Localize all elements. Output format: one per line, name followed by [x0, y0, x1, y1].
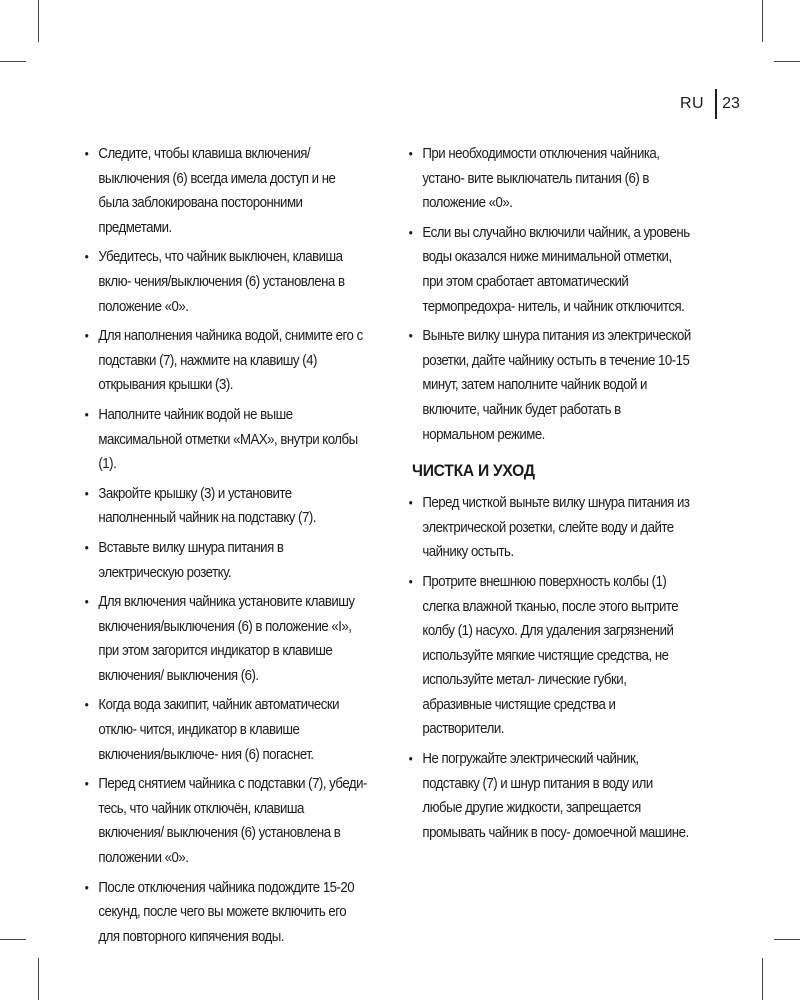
- header-divider: [715, 89, 717, 119]
- list-item: • Наполните чайник водой не выше максимальной отметки «MAX», внутри колбы (1).: [80, 403, 367, 477]
- bullet-icon: •: [84, 879, 89, 895]
- list-item: • После отключения чайника подождите 15-20 секунд, после чего вы можете включить его для повторного кипячения воды.: [80, 876, 367, 950]
- bullet-icon: •: [84, 328, 89, 344]
- instruction-list-left: [80, 142, 392, 949]
- list-item: • Убедитесь, что чайник выключен, клавиша вклю- чения/выключения (6) установлена в положение «0».: [80, 245, 367, 319]
- right-column: [404, 142, 720, 850]
- language-code: RU: [680, 95, 705, 112]
- list-item: • Не погружайте электрический чайник, подставку (7) и шнур питания в воду или любые другие жидкости, запрещается промывать чайник в посу- домоечной машине.: [404, 747, 695, 845]
- list-item: • Следите, чтобы клавиша включения/выключения (6) всегда имела доступ и не была заблокирована посторонними предметами.: [80, 142, 367, 240]
- bullet-icon: •: [84, 146, 89, 161]
- bullet-icon: •: [408, 224, 413, 240]
- instruction-list-right-top: [404, 142, 720, 447]
- bullet-icon: •: [84, 249, 89, 265]
- bullet-icon: •: [84, 485, 89, 501]
- section-title-cleaning: ЧИСТКА И УХОД: [412, 461, 535, 481]
- bullet-icon: •: [84, 406, 89, 422]
- bullet-icon: •: [84, 697, 89, 713]
- list-item: • Когда вода закипит, чайник автоматически отклю- чится, индикатор в клавише включения/выключе- ния (6) погаснет.: [80, 693, 367, 767]
- list-item: • Выньте вилку шнура питания из электрической розетки, дайте чайнику остыть в течение 10-15 минут, затем наполните чайник водой и включите, чайник будет работать в нормальном режиме.: [404, 324, 695, 447]
- bullet-icon: •: [84, 539, 89, 555]
- crop-mark-top-right: [762, 0, 763, 42]
- bullet-icon: •: [408, 751, 413, 767]
- crop-mark-bottom-right-h: [774, 939, 800, 940]
- list-item: • При необходимости отключения чайника, устано- вите выключатель питания (6) в положение «0».: [404, 142, 695, 216]
- crop-mark-bottom-left: [38, 958, 39, 1000]
- crop-mark-top-left: [38, 0, 39, 42]
- crop-mark-top-left-h: [0, 61, 26, 62]
- list-item: • Протрите внешнюю поверхность колбы (1) слегка влажной тканью, после этого вытрите колбу (1) насухо. Для удаления загрязнений используйте мягкие чистящие средства, не используйте метал- лические губки, абразивные чистящие средства и растворители.: [404, 570, 695, 742]
- bullet-icon: •: [84, 776, 89, 792]
- list-item: • Закройте крышку (3) и установите наполненный чайник на подставку (7).: [80, 482, 367, 531]
- bullet-icon: •: [408, 328, 413, 344]
- list-item: • Перед снятием чайника с подставки (7), убеди- тесь, что чайник отключён, клавиша включения/ выключения (6) установлена в положении «0».: [80, 772, 367, 870]
- bullet-icon: •: [408, 495, 413, 511]
- crop-mark-bottom-left-h: [0, 939, 26, 940]
- bullet-icon: •: [84, 594, 89, 610]
- crop-mark-bottom-right: [762, 958, 763, 1000]
- list-item: • Перед чисткой выньте вилку шнура питания из электрической розетки, слейте воду и дайте чайнику остыть.: [404, 491, 695, 565]
- left-column: [80, 142, 392, 954]
- list-item: • Если вы случайно включили чайник, а уровень воды оказался ниже минимальной отметки, при этом сработает автоматический термопредохра- нитель, и чайник отключится.: [404, 221, 695, 319]
- page-number: 23: [722, 95, 740, 112]
- list-item: • Для наполнения чайника водой, снимите его с подставки (7), нажмите на клавишу (4) открывания крышки (3).: [80, 324, 367, 398]
- bullet-icon: •: [408, 573, 413, 589]
- crop-mark-top-right-h: [774, 61, 800, 62]
- bullet-icon: •: [408, 146, 413, 161]
- list-item: • Вставьте вилку шнура питания в электрическую розетку.: [80, 536, 367, 585]
- list-item: • Для включения чайника установите клавишу включения/выключения (6) в положение «I», при этом загорится индикатор в клавише включения/ выключения (6).: [80, 590, 367, 688]
- instruction-list-right-bottom: [404, 491, 720, 845]
- page-header: [680, 90, 740, 118]
